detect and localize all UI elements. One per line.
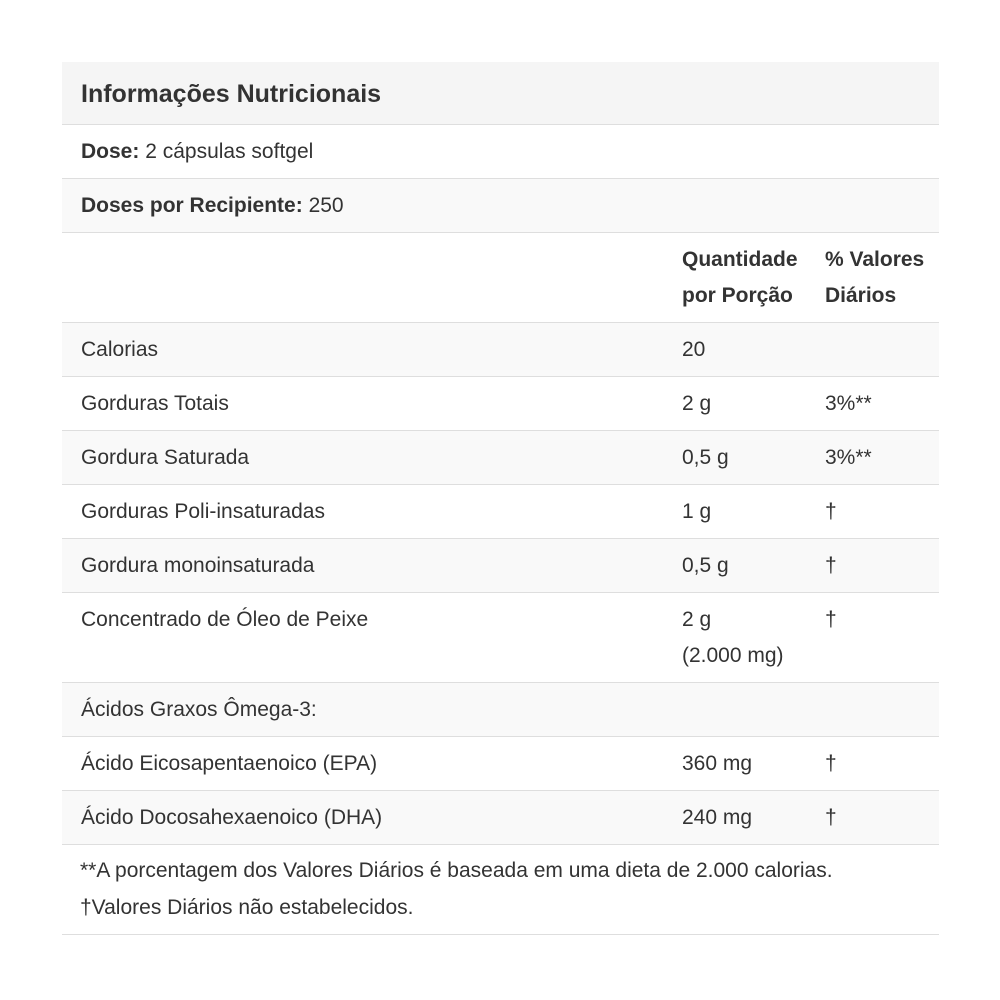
servings-per-container-value: 250 [302,194,344,217]
table-row [62,737,939,791]
nutrient-quantity-value: 2 g [682,392,712,415]
nutrient-daily-value: † [825,608,837,631]
nutrient-daily-value: † [825,500,837,523]
nutrient-name: Gorduras Poli-insaturadas [81,500,325,523]
table-row [62,485,939,539]
column-header-daily-value [825,242,924,314]
nutrient-quantity-value: 2 g [682,608,712,631]
nutrient-quantity [682,800,752,836]
serving-value: 2 cápsulas softgel [139,140,314,163]
nutrient-daily-value: † [825,806,837,829]
nutrient-quantity [682,332,705,368]
nutrient-name: Concentrado de Óleo de Peixe [81,608,369,631]
nutrient-name: Ácidos Graxos Ômega-3: [81,698,317,721]
servings-per-container-text [81,188,344,224]
column-header-quantity-line1: Quantidade [682,248,798,271]
nutrient-quantity-value: 0,5 g [682,446,729,469]
table-title: Informações Nutricionais [81,80,382,108]
nutrient-quantity [682,386,711,422]
nutrition-facts-table [62,62,939,845]
serving-label: Dose: [81,140,140,163]
servings-per-container-label: Doses por Recipiente: [81,194,303,217]
nutrient-name: Calorias [81,338,159,361]
table-row [62,791,939,845]
nutrient-quantity-value: 360 mg [682,752,753,775]
footnote-daily-values: **A porcentagem dos Valores Diários é baseada em uma dieta de 2.000 calorias. [80,859,833,882]
footnote-not-established: †Valores Diários não estabelecidos. [80,896,414,919]
table-row [62,431,939,485]
table-row [62,539,939,593]
column-header-quantity [682,242,798,314]
nutrient-quantity [682,746,752,782]
nutrient-quantity-value: 1 g [682,500,712,523]
column-header-daily-value-line2: Diários [825,284,897,307]
table-title-row [62,62,939,125]
table-row [62,683,939,737]
nutrient-quantity [682,440,729,476]
nutrient-daily-value: † [825,752,837,775]
nutrient-quantity-value: 0,5 g [682,554,729,577]
nutrient-quantity-detail: (2.000 mg) [682,644,784,667]
nutrient-name: Gordura Saturada [81,446,250,469]
nutrient-quantity [682,602,784,674]
nutrient-quantity [682,548,729,584]
serving-text [81,134,313,170]
nutrient-quantity-value: 20 [682,338,706,361]
column-header-quantity-line2: por Porção [682,284,793,307]
serving-row [62,125,939,179]
table-row [62,323,939,377]
nutrient-name: Gorduras Totais [81,392,229,415]
table-row [62,593,939,683]
servings-per-container-row [62,179,939,233]
nutrient-quantity-value: 240 mg [682,806,753,829]
table-row [62,377,939,431]
nutrient-rows [62,323,939,845]
nutrient-name: Gordura monoinsaturada [81,554,315,577]
nutrient-daily-value: 3%** [825,446,872,469]
nutrient-daily-value: 3%** [825,392,872,415]
nutrient-name: Ácido Eicosapentaenoico (EPA) [81,752,378,775]
nutrient-quantity [682,494,711,530]
column-header-daily-value-line1: % Valores [825,248,925,271]
nutrient-daily-value: † [825,554,837,577]
table-bottom-divider [62,934,939,935]
column-header-row [62,233,939,323]
footnotes [80,852,833,926]
nutrient-name: Ácido Docosahexaenoico (DHA) [81,806,383,829]
